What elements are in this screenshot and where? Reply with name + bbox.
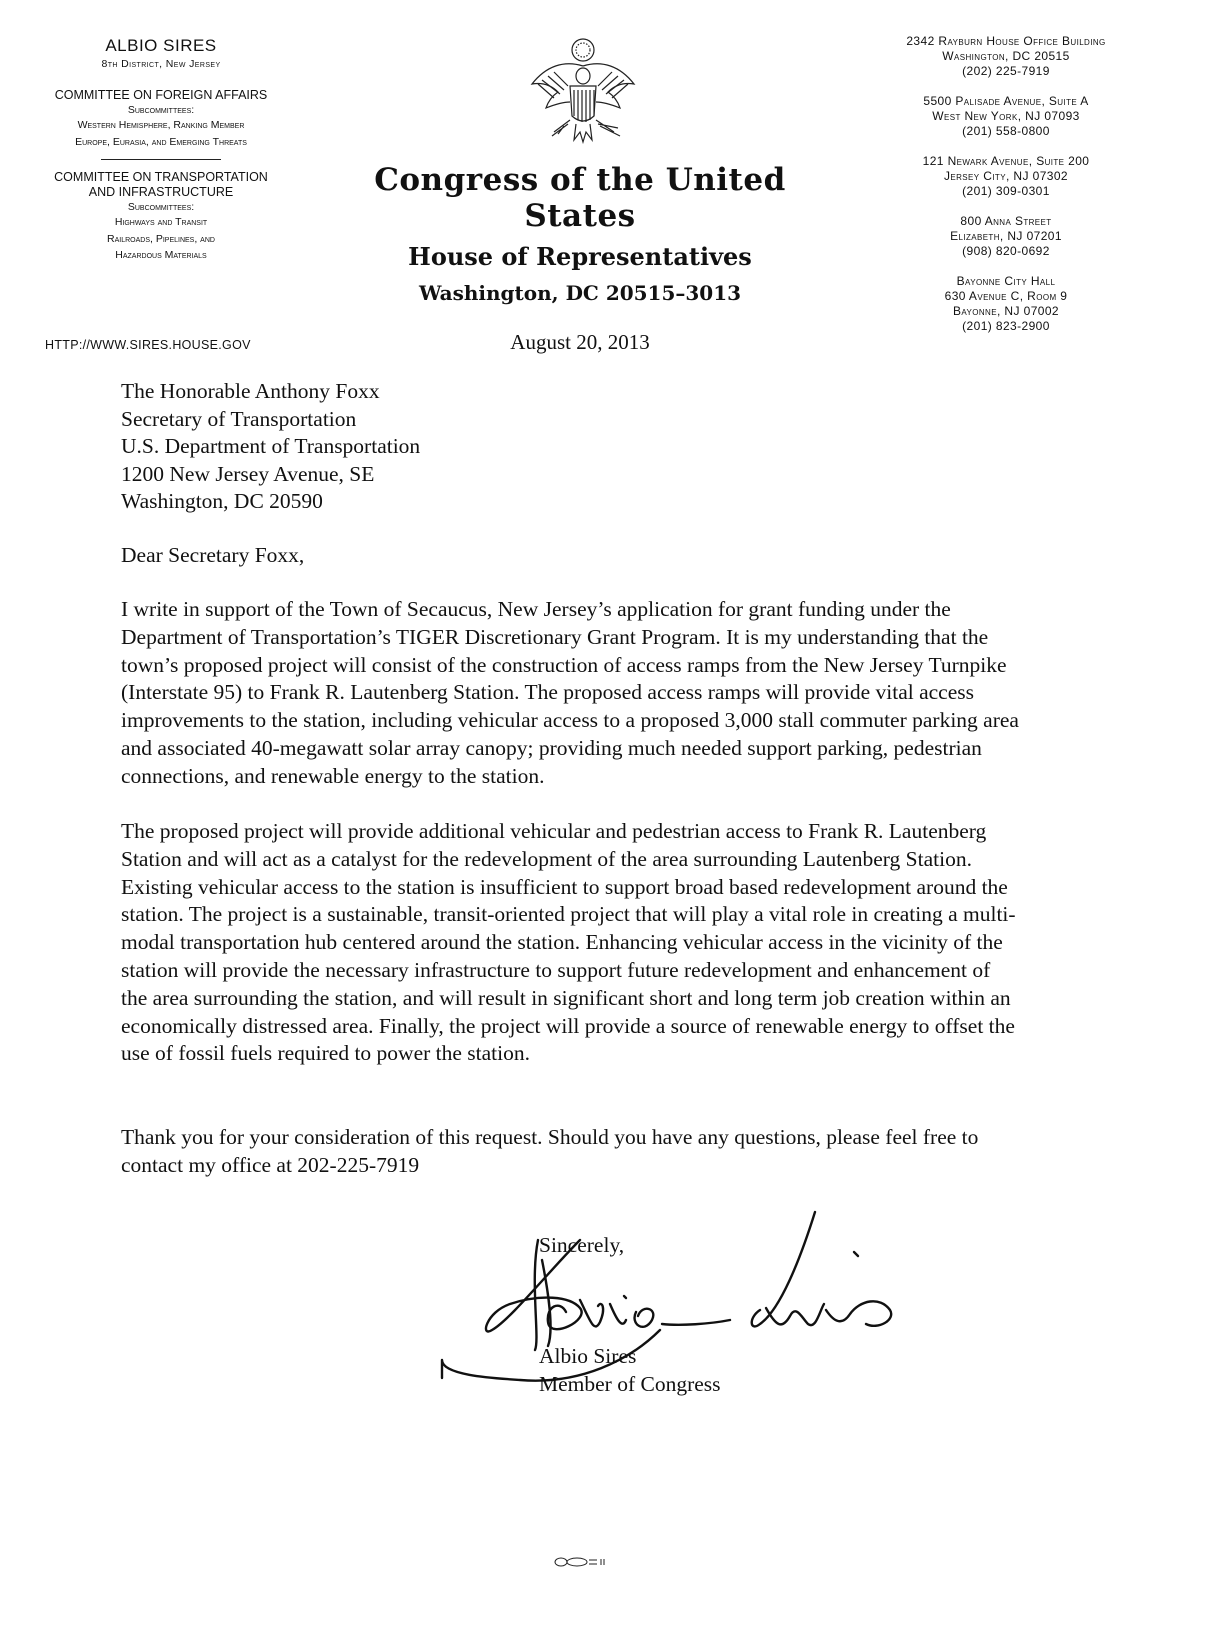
letterhead-left-column <box>30 36 292 262</box>
committee-divider <box>101 159 221 160</box>
office-phone: (201) 309-0301 <box>962 184 1050 198</box>
office-line: West New York, NJ 07093 <box>932 109 1080 123</box>
recipient-line: Washington, DC 20590 <box>121 489 323 513</box>
closing: Sincerely, <box>539 1233 625 1257</box>
signer-name: Albio Sires <box>539 1344 637 1368</box>
recipient-line: Secretary of Transportation <box>121 406 357 431</box>
office-phone: (201) 823-2900 <box>962 319 1050 333</box>
office-line: 800 Anna Street <box>960 214 1052 228</box>
signer-title: Member of Congress <box>539 1372 721 1396</box>
paragraph-text: The proposed project will provide additional vehicular and pedestrian access to Frank R. Lautenberg Station and will act as a catalyst for the redevelopment of the area surrounding Lautenberg Station. Existing vehicular access to the station is insufficient to support broad based redevelopment around the station. The project is a sustainable, transit-oriented project that will play a vital role in creating a multi-modal transportation hub centered around the station. Enhancing vehicular access in the vicinity of the station will provide the necessary infrastructure to support future redevelopment and enhancement of the area surrounding the station, and will result in significant short and long term job creation within an economically distressed area. Finally, the project will provide a source of renewable energy to offset the use of fossil fuels required to power the station. <box>121 819 1016 1066</box>
office-line: 2342 Rayburn House Office Building <box>906 34 1106 48</box>
subcommittee-item: Hazardous Materials <box>115 249 207 261</box>
office-line: Elizabeth, NJ 07201 <box>950 229 1062 243</box>
member-name: ALBIO SIRES <box>105 36 217 55</box>
body-paragraph-1 <box>121 596 1021 791</box>
handwritten-signature <box>430 1200 910 1400</box>
office-line: Bayonne City Hall <box>956 274 1056 288</box>
letter-date: August 20, 2013 <box>510 330 650 354</box>
committee-transportation-line2: AND INFRASTRUCTURE <box>88 185 234 199</box>
letterhead-center <box>320 162 840 305</box>
body-paragraph-2 <box>121 818 1021 1068</box>
congress-title: Congress of the United States <box>374 162 786 234</box>
committee-foreign-affairs: COMMITTEE ON FOREIGN AFFAIRS <box>54 88 268 102</box>
house-title: House of Representatives <box>408 242 752 271</box>
eagle-seal-icon <box>524 36 642 144</box>
office-west-new-york <box>880 94 1132 139</box>
office-line: 630 Avenue C, Room 9 <box>944 289 1068 303</box>
washington-address: Washington, DC 20515–3013 <box>418 281 742 305</box>
office-jersey-city <box>880 154 1132 199</box>
office-line: 5500 Palisade Avenue, Suite A <box>923 94 1089 108</box>
recipient-line: 1200 New Jersey Avenue, SE <box>121 461 375 486</box>
district: 8th District, New Jersey <box>101 58 221 70</box>
office-phone: (202) 225-7919 <box>962 64 1050 78</box>
subcommittees-label: Subcommittees: <box>127 201 195 213</box>
body-paragraph-3 <box>121 1124 1021 1180</box>
paragraph-text: I write in support of the Town of Secaucus, New Jersey’s application for grant funding under the Department of Transportation’s TIGER Discretionary Grant Program. It is my understanding that the town’s proposed project will consist of the construction of access ramps from the New Jersey Turnpike (Interstate 95) to Frank R. Lautenberg Station. The proposed access ramps will provide vital access improvements to the station, including vehicular access to a proposed 3,000 stall commuter parking area and associated 40-megawatt solar array canopy; providing much needed support parking, pedestrian connections, and renewable energy to the station. <box>121 597 1019 788</box>
committee-transportation-line1: COMMITTEE ON TRANSPORTATION <box>54 170 268 184</box>
office-elizabeth <box>880 214 1132 259</box>
letterhead-right-column <box>880 34 1132 349</box>
subcommittee-item: Railroads, Pipelines, and <box>107 233 215 245</box>
subcommittee-item: Highways and Transit <box>114 216 208 228</box>
subcommittees-label: Subcommittees: <box>127 104 195 116</box>
recipient-line: The Honorable Anthony Foxx <box>121 379 380 403</box>
office-line: Washington, DC 20515 <box>942 49 1070 63</box>
paragraph-text: Thank you for your consideration of this request. Should you have any questions, please feel free to contact my office at 202-225-7919 <box>121 1125 979 1177</box>
subcommittee-item: Western Hemisphere, Ranking Member <box>77 119 245 131</box>
subcommittee-item: Europe, Eurasia, and Emerging Threats <box>75 136 247 148</box>
office-line: Jersey City, NJ 07302 <box>943 169 1068 183</box>
recipient-line: U.S. Department of Transportation <box>121 434 421 458</box>
office-line: 121 Newark Avenue, Suite 200 <box>922 154 1090 168</box>
salutation: Dear Secretary Foxx, <box>121 543 305 567</box>
recipient-address <box>121 378 420 516</box>
office-line: Bayonne, NJ 07002 <box>952 304 1060 318</box>
website-link[interactable]: HTTP://WWW.SIRES.HOUSE.GOV <box>45 338 251 352</box>
union-bug-icon <box>553 1557 607 1567</box>
office-phone: (908) 820-0692 <box>962 244 1050 258</box>
office-bayonne <box>880 274 1132 334</box>
office-dc <box>880 34 1132 79</box>
office-phone: (201) 558-0800 <box>962 124 1050 138</box>
